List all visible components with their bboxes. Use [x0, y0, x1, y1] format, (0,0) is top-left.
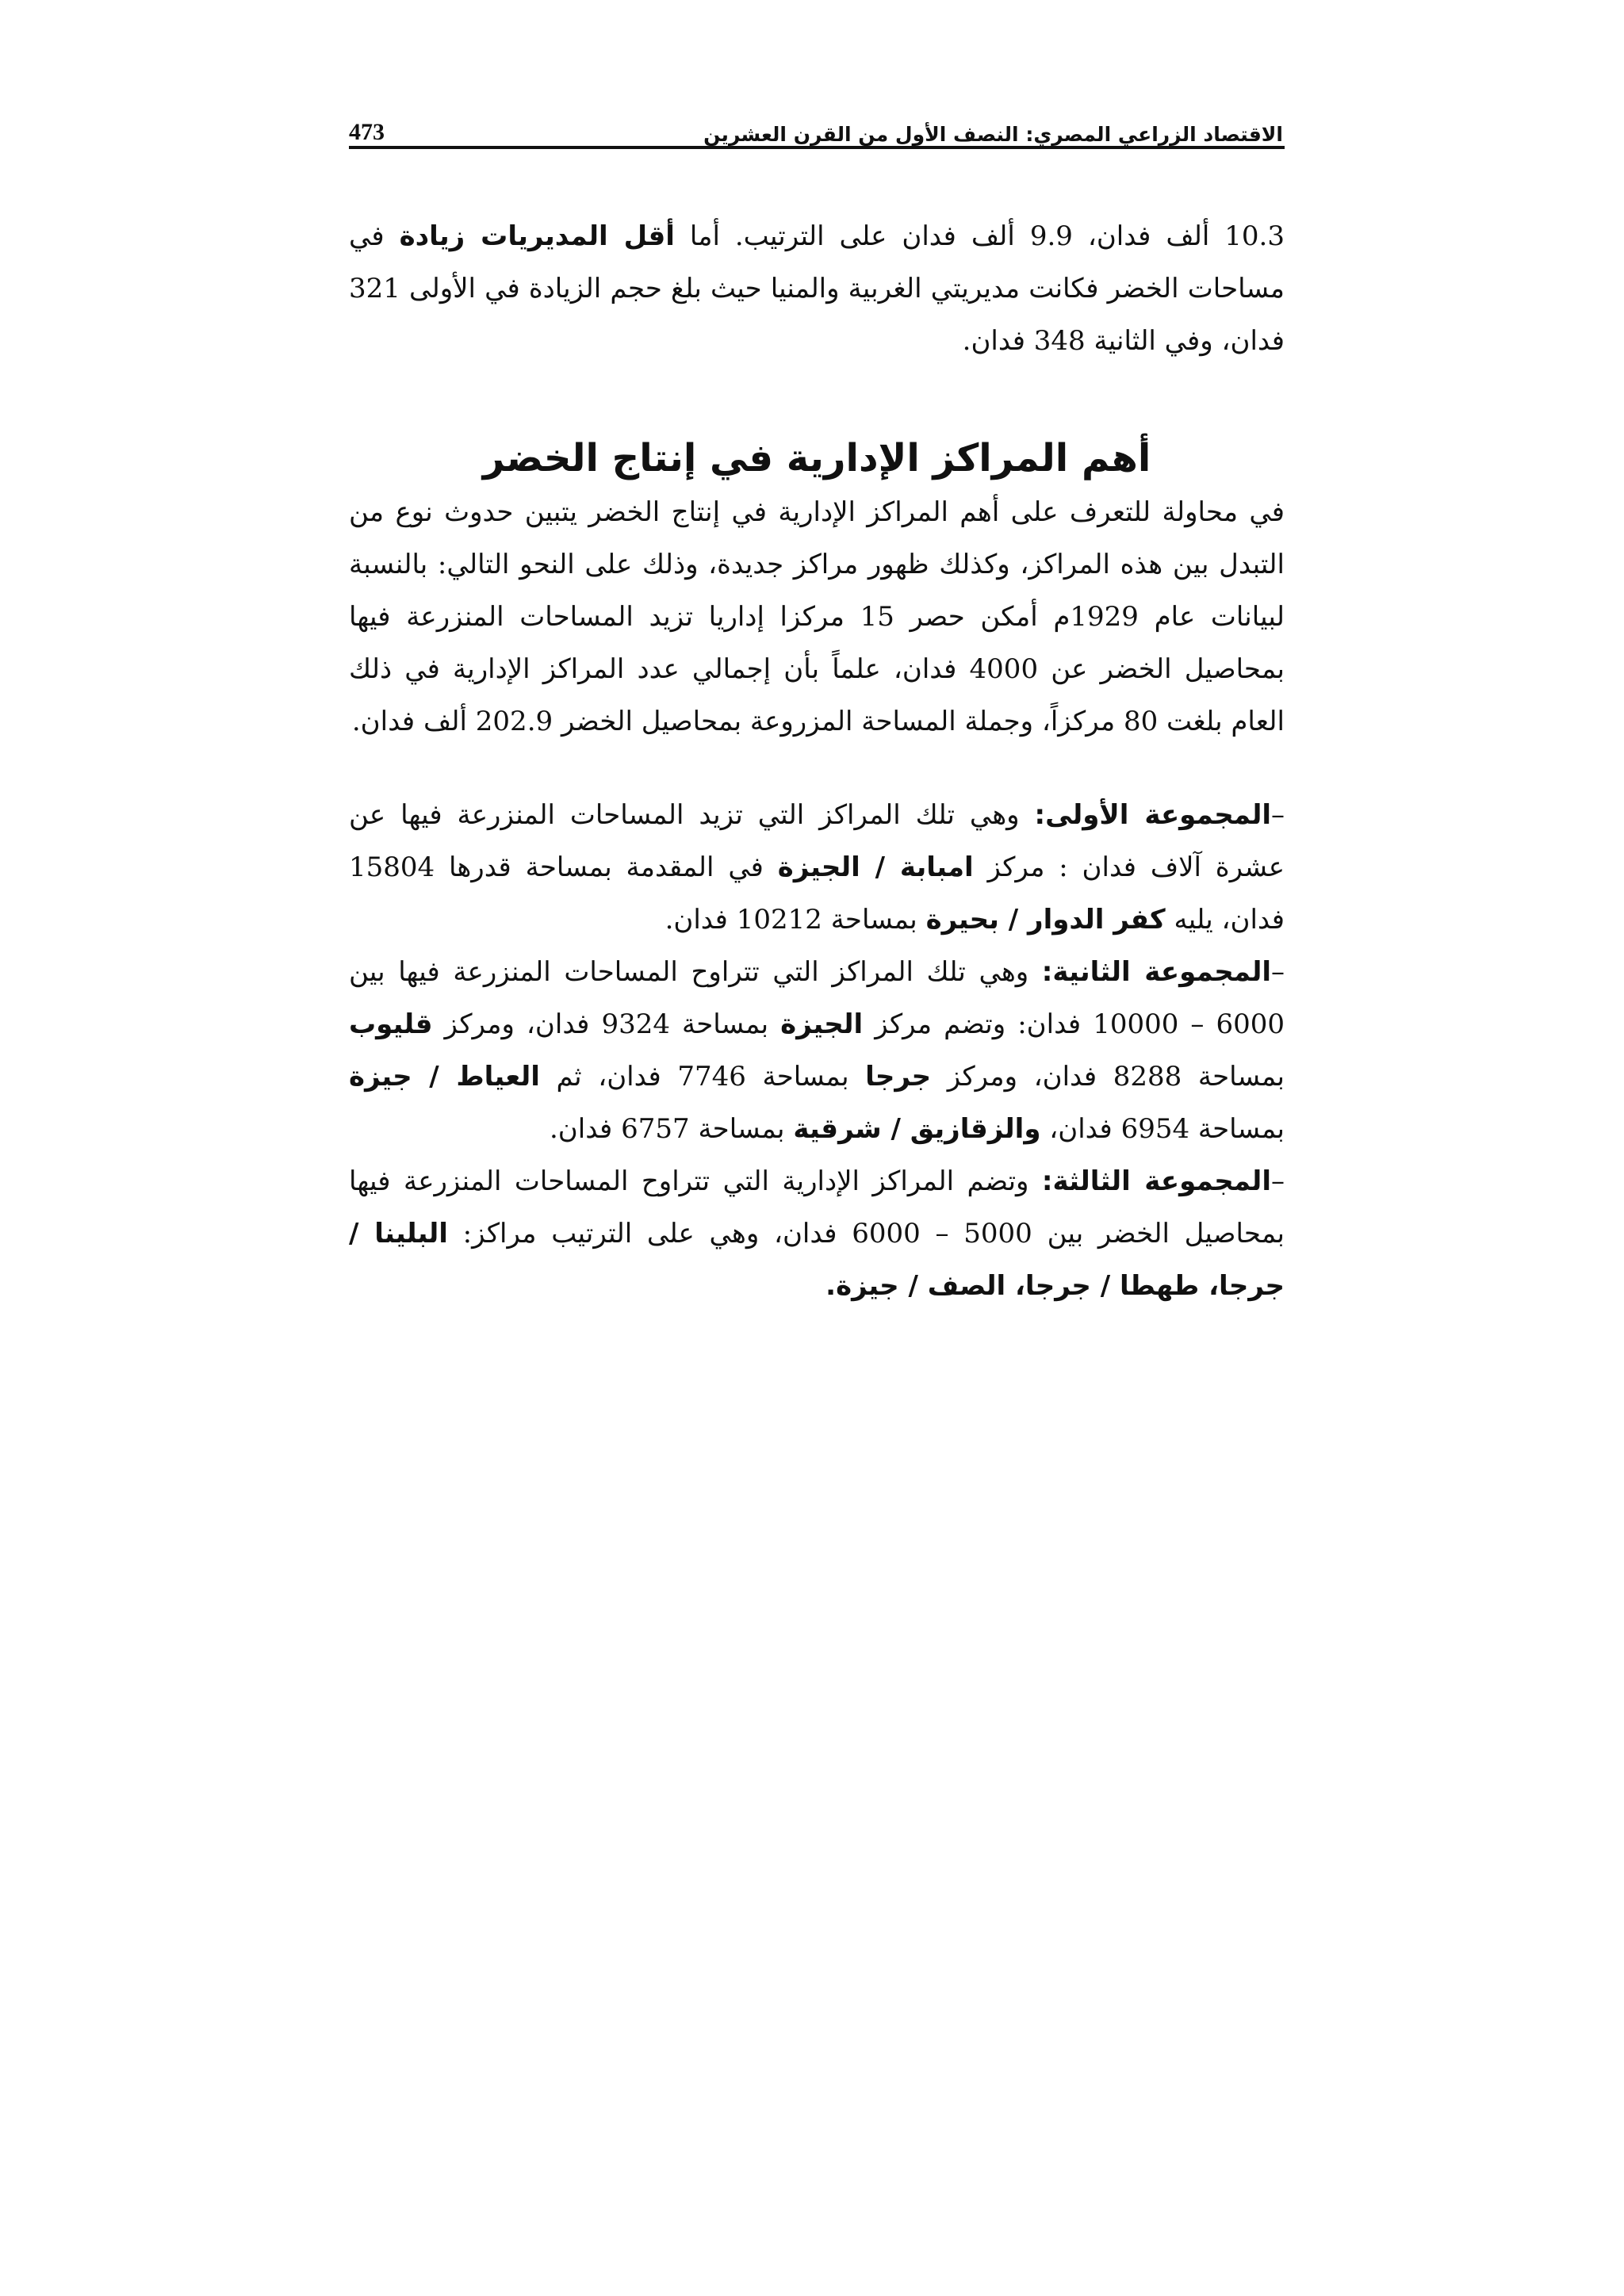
list-dash: – [1270, 1165, 1285, 1197]
group-label: المجموعة الثانية: [1041, 956, 1271, 988]
text-run: في مساحات الخضر فكانت مديريتي الغربية والمنيا حيث بلغ حجم الزيادة في الأولى 321 فدان، وفي الثانية 348 فدان. [349, 220, 1285, 357]
paragraph-intro-centers: في محاولة للتعرف على أهم المراكز الإدارية في إنتاج الخضر يتبين حدوث نوع من التبدل بين هذه المراكز، وكذلك ظهور مراكز جديدة، وذلك على النحو التالي: بالنسبة لبيانات عام 1929م أمكن حصر 15 مركزا إداريا تزيد المساحات المنزرعة فيها بمحاصيل الخضر عن 4000 فدان، علماً بأن إجمالي عدد المراكز الإدارية في ذلك العام بلغت 80 مركزاً، وجملة المساحة المزروعة بمحاصيل الخضر 202.9 ألف فدان. [349, 496, 1285, 737]
group-label: المجموعة الثالثة: [1041, 1165, 1271, 1197]
paragraph-group-three [349, 1155, 1285, 1312]
text-run: وهي تلك المراكز التي تتراوح المساحات المنزرعة فيها بين 6000 – 10000 فدان: وتضم مركز [349, 956, 1285, 1040]
text-run: بمساحة 7746 فدان، ثم [539, 1061, 866, 1093]
text-run: وهي تلك المراكز التي تزيد المساحات المنزرعة فيها عن عشرة آلاف فدان : مركز [349, 799, 1285, 883]
header-rule [349, 146, 1285, 149]
text-run: 10.3 ألف فدان، 9.9 ألف فدان على الترتيب. أما [674, 220, 1285, 252]
text-run: بمساحة 6757 فدان. [549, 1113, 794, 1145]
page-number: 473 [349, 119, 385, 145]
text-run: وتضم المراكز الإدارية التي تتراوح المساحات المنزرعة فيها بمحاصيل الخضر بين 5000 – 6000 فدان، وهي على الترتيب مراكز: [349, 1165, 1285, 1249]
text-run: في المقدمة بمساحة قدرها 15804 فدان، يليه [349, 851, 1285, 936]
paragraph-group-one [349, 789, 1285, 946]
running-header-title: الاقتصاد الزراعي المصري: النصف الأول من القرن العشرين [703, 123, 1283, 146]
emphasis-run: الجيزة [780, 1008, 864, 1040]
text-run: بمساحة 6954 فدان، [1040, 1113, 1285, 1145]
list-dash: – [1271, 799, 1285, 831]
text-run: بمساحة 10212 فدان. [665, 904, 926, 936]
emphasis-run: البلينا / جرجا، طهطا / جرجا، الصف / جيزة. [349, 1218, 1285, 1302]
section-heading: أهم المراكز الإدارية في إنتاج الخضر [482, 436, 1151, 480]
paragraph-group-two [349, 946, 1285, 1155]
emphasis-run: قليوب [349, 1008, 433, 1040]
emphasis-run: العياط / جيزة [349, 1061, 540, 1093]
emphasis-run: أقل المديريات زيادة [399, 220, 675, 252]
paragraph-spacer [349, 748, 1285, 789]
list-dash: – [1270, 956, 1285, 988]
group-label: المجموعة الأولى: [1034, 799, 1271, 831]
running-header [349, 101, 1283, 146]
document-body [349, 210, 1285, 1312]
emphasis-run: كفر الدوار / بحيرة [925, 904, 1166, 936]
emphasis-run: والزقازيق / شرقية [793, 1113, 1041, 1145]
text-run: بمساحة 9324 فدان، ومركز [432, 1008, 781, 1040]
paragraph-areas-least-increase [349, 210, 1285, 367]
emphasis-run: جرجا [865, 1061, 932, 1093]
text-run: بمساحة 8288 فدان، ومركز [931, 1061, 1285, 1093]
emphasis-run: امبابة / الجيزة [777, 851, 974, 883]
